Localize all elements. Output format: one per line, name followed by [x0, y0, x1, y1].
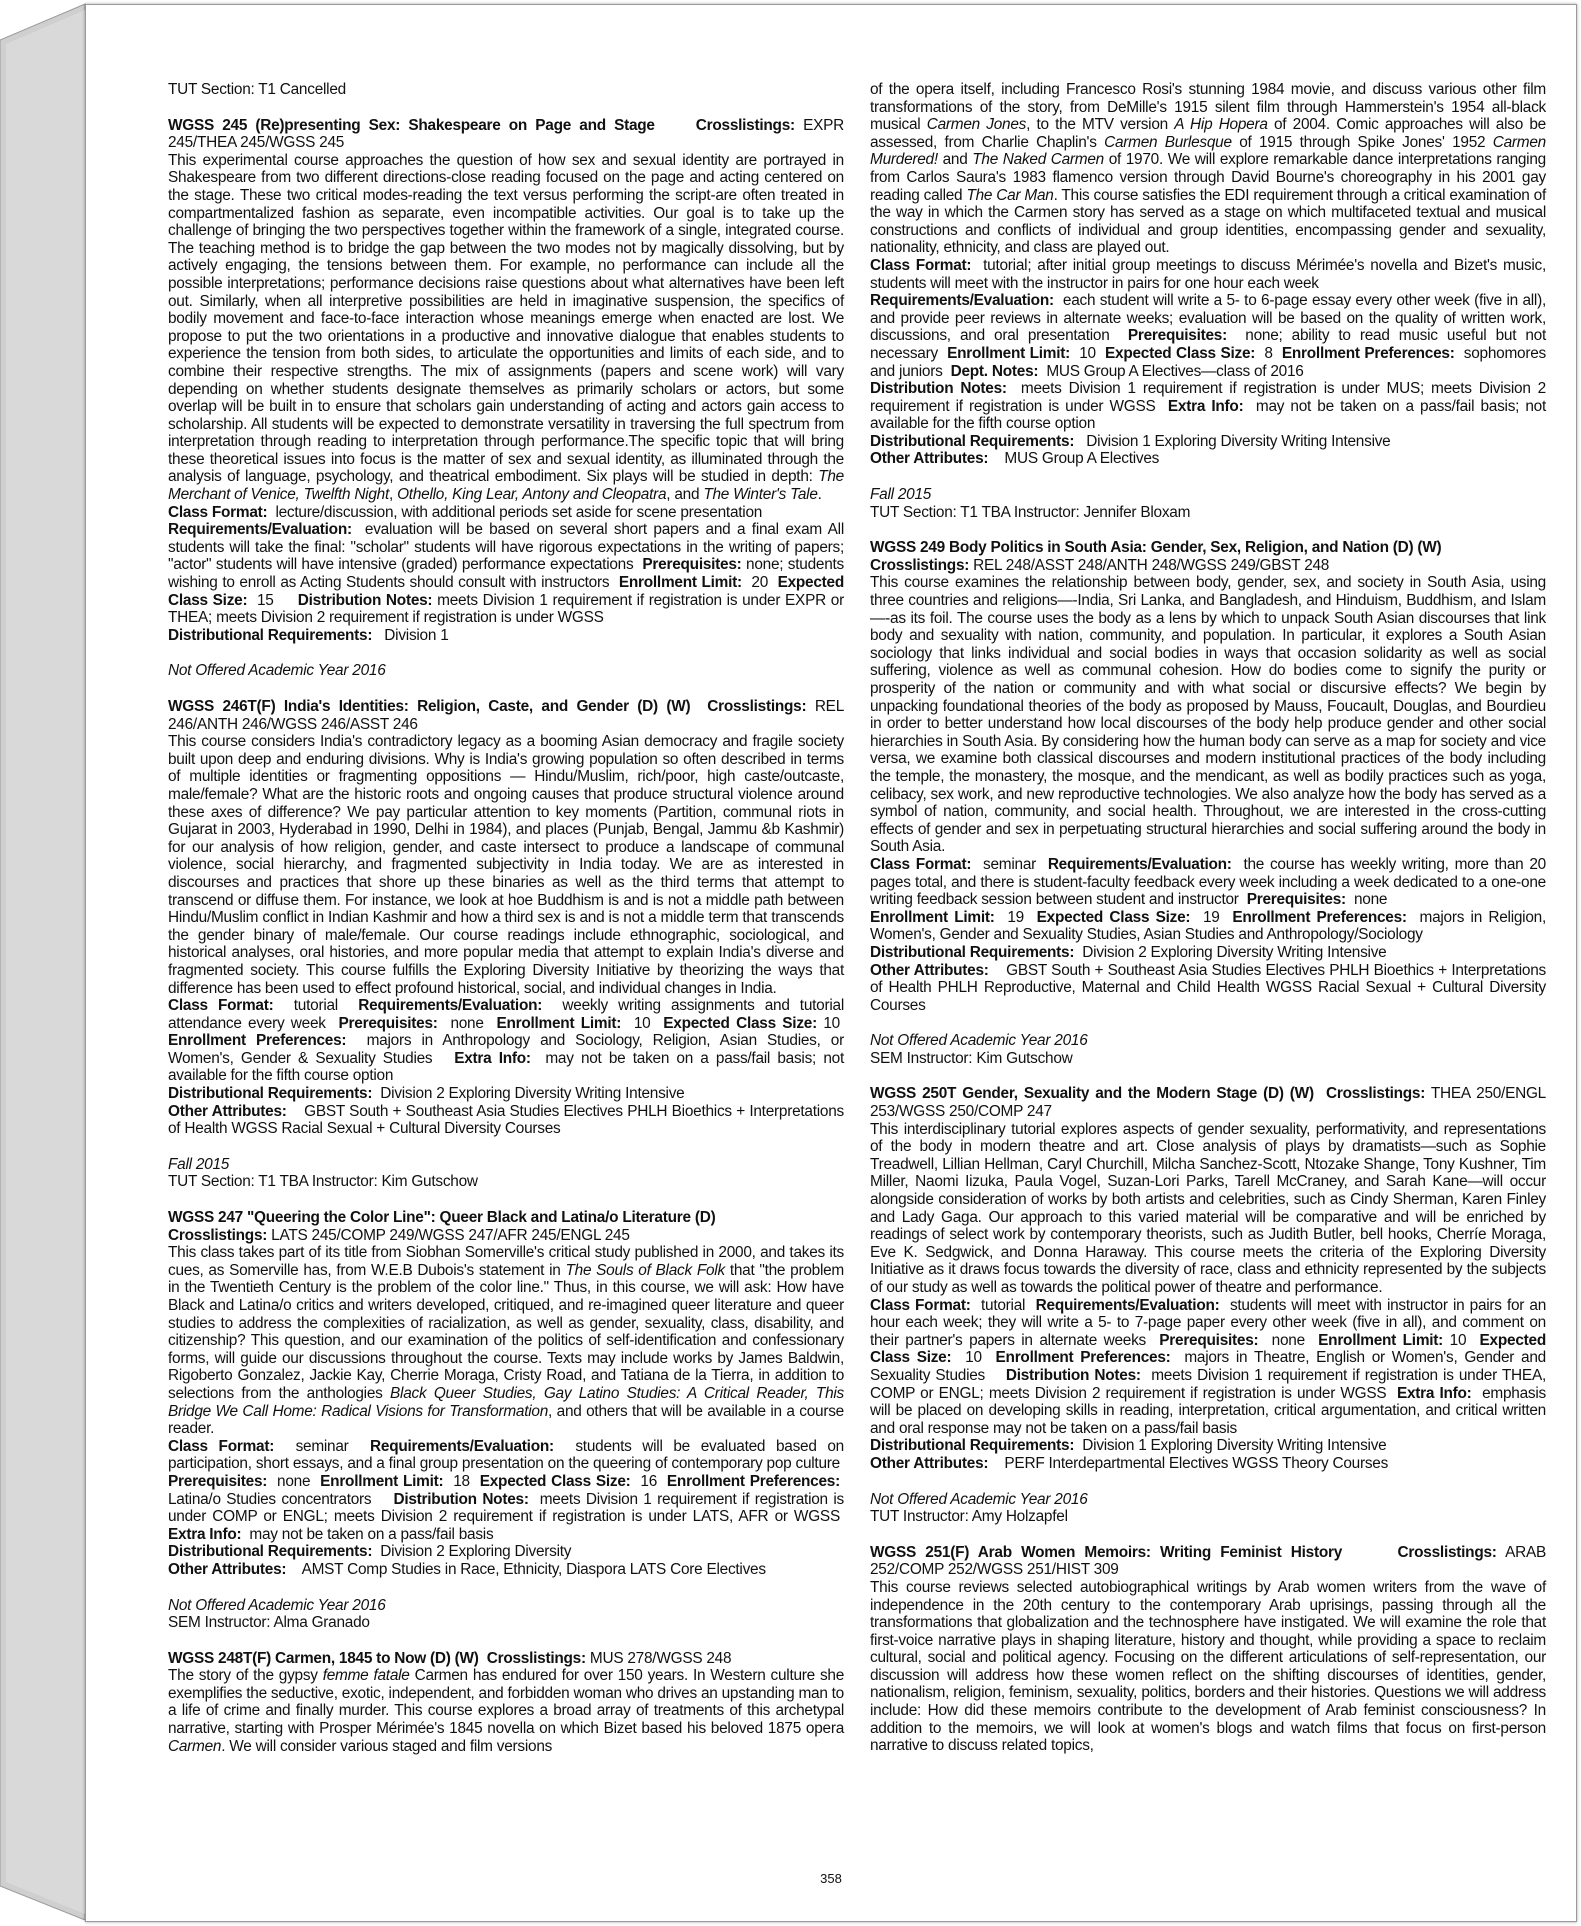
distributional-requirements: Division 1 — [384, 626, 449, 644]
term-label: Fall 2015 — [168, 1155, 230, 1173]
course-entry-wgss249: WGSS 249 Body Politics in South Asia: Gender, Sex, Religion, and Nation (D) (W) Crosslistings: REL 248/ASST 248/ANTH 248/WGSS 249/GBST 248 This course examines the relationship between body, gender, sex, and society in South Asia, using three countries and religions—-India, Sri Lanka, and Bangladesh, and Hinduism, Buddhism, and Islam—-as its foil. The course uses the body as a lens by which to unpack South Asian discourses that link body and sexuality with nation, community, and population. In particular, it explores a South Asian sociology that links individual and social bodies in ways that occasion solidarity as well as social suffering, violence as well as communal cohesion. How do bodies come to signify the purity or prosperity of the nation or community and with what social or discursive effects? We begin by unpacking foundational theories of the body as proposed by Mauss, Foucault, Douglas, and Bourdieu in order to better understand how local discourses of the body help produce gender and other social hierarchies in South Asia. By considering how the human body can serve as a map for society and vice versa, we examine both classical discourses and modern institutional practices of the body including the temple, the monastery, the mosque, and the mendicant, as well as bodily practices such as yoga, celibacy, sex work, and new reproductive technologies. We also analyze how the body has served as a symbol of nation, community, and social health. Throughout, we are interested in the cross-cutting effects of gender and sex in perpetuating structural hierarchies and social suffering around the body in South Asia. Class Format: seminar Requirements/Evaluation: the course has weekly writing, more than 20 pages total, and there is student-faculty feedback every week including a week dedicated to a one-one writing feedback session between student and instructor Prerequisites: none Enrollment Limit: 19 Expected Class Size: 19 Enrollment Preferences: majors in Religion, Women's, Gender and Sexuality Studies, Asian Studies and Anthropology/Sociology Distributional Requirements: Division 2 Exploring Diversity Writing Intensive Other Attributes: GBST South + Southeast Asia Studies Electives PHLH Bioethics + Interpretations of Health PHLH Reproductive, Maternal and Child Health WGSS Racial Sexual + Cultural Diversity Courses — [870, 539, 1546, 1014]
course-entry-wgss250: WGSS 250T Gender, Sexuality and the Modern Stage (D) (W) Crosslistings: THEA 250/ENGL 253/WGSS 250/COMP 247 This interdisciplinary tutorial explores aspects of gender sexuality, performativity, and representations of the body in modern theatre and art. Close analysis of plays by dramatists—such as Sophie Treadwell, Lillian Hellman, Caryl Churchill, Milcha Sanchez-Scott, Ntozake Shange, Tony Kushner, Tim Miller, Naomi Iizuka, Paula Vogel, Suzan-Lori Parks, Tarell McCraney, and Sarah Kane—will occur alongside consideration of works by both artists and celebrities, such as Cindy Sherman, Karen Finley and Lady Gaga. Our approach to this varied material will be comparative and will be enriched by readings of select work by contemporary theorists, such as Judith Butler, bell hooks, Cherríe Moraga, Eve K. Sedgwick, and Donna Haraway. This course meets the criteria of the Exploring Diversity Initiative as it draws focus towards the diversity of race, class and ethnicity represented by the subjects of our study as well as towards the political power of theatre and performance. Class Format: tutorial Requirements/Evaluation: students will meet with instructor in pairs for an hour each week; they will write a 5- to 7-page paper every other week (five in all), and comment on their partner's papers in alternate weeks Prerequisites: none Enrollment Limit: 10 Expected Class Size: 10 Enrollment Preferences: majors in Theatre, English or Women's, Gender and Sexuality Studies Distribution Notes: meets Division 1 requirement if registration is under THEA, COMP or ENGL; meets Division 2 requirement if registration is under WGSS Extra Info: emphasis will be placed on developing skills in reading, interpretation, critical argumentation, and critical written and oral response may not be taken on a pass/fail basis Distributional Requirements: Division 1 Exploring Diversity Writing Intensive Other Attributes: PERF Interdepartmental Electives WGSS Theory Courses — [870, 1085, 1547, 1472]
enrollment-limit: 20 — [751, 574, 769, 592]
page-number: 358 — [820, 1871, 842, 1886]
course-title: WGSS 251(F) Arab Women Memoirs: Writing Feminist History — [870, 1543, 1343, 1561]
course-title: WGSS 245 (Re)presenting Sex: Shakespeare on Page and Stage — [168, 116, 655, 134]
not-offered-note: Not Offered Academic Year 2016 — [168, 1596, 386, 1614]
section-info: TUT Instructor: Amy Holzapfel — [870, 1508, 1068, 1526]
tut-cancelled: TUT Section: T1 Cancelled — [168, 81, 346, 98]
section-info: TUT Section: T1 TBA Instructor: Jennifer Bloxam — [870, 503, 1191, 521]
prerequisites: none; students wishing to enroll as Acting Students should consult with instructors — [168, 556, 844, 592]
right-column — [870, 81, 1546, 1755]
section-info: TUT Section: T1 TBA Instructor: Kim Gutschow — [168, 1173, 478, 1191]
left-column — [168, 81, 844, 1755]
course-entry-wgss247: WGSS 247 "Queering the Color Line": Queer Black and Latina/o Literature (D) Crosslistings: LATS 245/COMP 249/WGSS 247/AFR 245/ENGL 245 This class takes part of its title from Siobhan Somerville's critical study published in 2000, and takes its cues, as Somerville has, from W.E.B Dubois's statement in The Souls of Black Folk that "the problem in the Twentieth Century is the problem of the color line." Thus, in this course, we will ask: How have Black and Latina/o critics and writers developed, critiqued, and re-imagined queer literature and queer studies to address the complexities of racialization, as well as gender, sexuality, class, disability, and citizenship? This question, and our examination of the politics of self-identification and confessionary forms, will guide our discussions throughout the course. Texts may include works by James Baldwin, Rigoberto Gonzalez, Jackie Kay, Cherrie Moraga, Cristy Road, and Tatiana de la Tierra, in addition to selections from the anthologies Black Queer Studies, Gay Latino Studies: A Critical Reader, This Bridge We Call Home: Radical Visions for Transformation, and others that will be available in a course reader. Class Format: seminar Requirements/Evaluation: students will be evaluated based on participation, short essays, and a final group presentation on the queering of contemporary pop culture Prerequisites: none Enrollment Limit: 18 Expected Class Size: 16 Enrollment Preferences: Latina/o Studies concentrators Distribution Notes: meets Division 1 requirement if registration is under COMP or ENGL; meets Division 2 requirement if registration is under LATS, AFR or WGSS Extra Info: may not be taken on a pass/fail basis Distributional Requirements: Division 2 Exploring Diversity Other Attributes: AMST Comp Studies in Race, Ethnicity, Diaspora LATS Core Electives — [168, 1209, 844, 1578]
expected-class-size: 15 — [256, 591, 274, 609]
crosslistings: REL 246/ANTH 246/WGSS 246/ASST 246 — [168, 698, 845, 733]
course-title: WGSS 248T(F) Carmen, 1845 to Now (D) (W) — [168, 1649, 479, 1667]
course-entry-wgss246: WGSS 246T(F) India's Identities: Religion, Caste, and Gender (D) (W) Crosslistings: REL 246/ANTH 246/WGSS 246/ASST 246 This course considers India's contradictory legacy as a booming Asian democracy and fragile society built upon deep and enduring divisions. Why is India's growing population so often described in terms of multiple identities or fragmenting oppositions — Hindu/Muslim, rich/poor, high caste/outcaste, male/female? What are the historic roots and ongoing causes that produce structural violence around these axes of difference? We pay particular attention to key moments (Partition, communal riots in Gujarat in 2003, Hyderabad in 1990, Delhi in 1984), and places (Punjab, Bengal, Jammu &b Kashmir) for our analysis of how religion, gender, and caste intersect to produce a landscape of communal violence, social hierarchy, and fragmented subjectivity in India today. We are as interested in discourses and practices that shore up these binaries as well as the third terms that attempt to transcend or diffuse them. For instance, we look at hoe Buddhism is and is not a middle path between Hindu/Muslim conflict in Indian Kashmir and how a third sex is and is not a middle term that transcends the gender binary of male/female. Our course readings include ethnographic, sociological, and historical analyses, oral histories, and more popular media that attempt to explain India's diverse and fragmented society. This course fulfills the Exploring Diversity Initiative by theorizing the ways that difference has been used to effect profound historical, social, and individual changes in India. Class Format: tutorial Requirements/Evaluation: weekly writing assignments and tutorial attendance every week Prerequisites: none Enrollment Limit: 10 Expected Class Size: 10 Enrollment Preferences: majors in Anthropology and Sociology, Religion, Asian Studies, or Women's, Gender & Sexuality Studies Extra Info: may not be taken on a pass/fail basis; not available for the fifth course option Distributional Requirements: Division 2 Exploring Diversity Writing Intensive Other Attributes: GBST South + Southeast Asia Studies Electives PHLH Bioethics + Interpretations of Health WGSS Racial Sexual + Cultural Diversity Courses — [168, 698, 845, 1138]
not-offered-note: Not Offered Academic Year 2016 — [168, 662, 386, 680]
course-description: This course considers India's contradictory legacy as a booming Asian democracy and fragile society built upon deep and enduring divisions. Why is India's growing population so often described in terms of multiple identities or fragmenting oppositions — Hindu/Muslim, rich/poor, high caste/outcaste, male/female? What are the historic roots and ongoing causes that produce structural violence around these axes of difference? We pay particular attention to key moments (Partition, communal riots in Gujarat in 2003, Hyderabad in 1990, Delhi in 1984), and places (Punjab, Bengal, Jammu &b Kashmir) for our analysis of how religion, gender, and caste intersect to produce a landscape of communal violence, social hierarchy, and fragmented subjectivity in India today. We are as interested in discourses and practices that shore up these binaries as well as the third terms that attempt to transcend or diffuse them. For instance, we look at hoe Buddhism is and is not a middle path between Hindu/Muslim conflict in Indian Kashmir and how a third sex is and is not a middle term that transcends the gender binary of male/female. Our course readings include ethnographic, sociological, and historical analyses, oral histories, and more popular media that attempt to explain India's diverse and fragmented society. This course fulfills the Exploring Diversity Initiative by theorizing the ways that difference has been used to effect profound historical, social, and individual changes in India. — [168, 733, 844, 997]
course-entry-wgss248-continued: of the opera itself, including Francesco Rosi's stunning 1984 movie, and discuss various other film transformations of the story, from DeMille's 1915 silent film through Hammerstein's 1954 all-black musical Carmen Jones, to the MTV version A Hip Hopera of 2004. Comic approaches will also be assessed, from Charlie Chaplin's Carmen Burlesque of 1915 through Spike Jones' 1952 Carmen Murdered! and The Naked Carmen of 1970. We will explore remarkable dance interpretations ranging from Carlos Saura's 1983 flamenco version through David Bourne's choreography in his 2001 gay reading called The Car Man. This course satisfies the EDI requirement through a critical examination of the way in which the Carmen story has served as a stage on which multifaceted textual and musical constructions and conflicts of individual and group identities, encompassing gender and sexuality, nationality, ethnicity, and class are played out. Class Format: tutorial; after initial group meetings to discuss Mérimée's novella and Bizet's music, students will meet with the instructor in pairs for one hour each week Requirements/Evaluation: each student will write a 5- to 6-page essay every other week (five in all), and provide peer reviews in alternate weeks; evaluation will be based on the quality of written work, discussions, and oral presentation Prerequisites: none; ability to read music useful but not necessary Enrollment Limit: 10 Expected Class Size: 8 Enrollment Preferences: sophomores and juniors Dept. Notes: MUS Group A Electives—class of 2016 Distribution Notes: meets Division 1 requirement if registration is under MUS; meets Division 2 requirement if registration is under WGSS Extra Info: may not be taken on a pass/fail basis; not available for the fifth course option Distributional Requirements: Division 1 Exploring Diversity Writing Intensive Other Attributes: MUS Group A Electives — [870, 81, 1547, 468]
course-title: WGSS 246T(F) India's Identities: Religion, Caste, and Gender (D) (W) — [168, 698, 691, 715]
distribution-notes: meets Division 1 requirement if registration is under EXPR or THEA; meets Division 2 requirement if registration is under WGSS — [168, 591, 844, 627]
crosslistings: LATS 245/COMP 249/WGSS 247/AFR 245/ENGL 245 — [271, 1226, 630, 1244]
course-title: WGSS 249 Body Politics in South Asia: Gender, Sex, Religion, and Nation (D) (W) — [870, 539, 1442, 557]
crosslistings: REL 248/ASST 248/ANTH 248/WGSS 249/GBST 248 — [973, 556, 1330, 574]
section-info: SEM Instructor: Kim Gutschow — [870, 1049, 1073, 1067]
course-entry-wgss248: WGSS 248T(F) Carmen, 1845 to Now (D) (W) Crosslistings: MUS 278/WGSS 248 The story of the gypsy femme fatale Carmen has endured for over 150 years. In Western culture she exemplifies the seductive, exotic, independent, and forbidden woman who drives an upstanding man to a life of crime and finally murder. This course explores a broad array of treatments of this archetypal narrative, starting with Prosper Mérimée's 1845 novella on which Bizet based his beloved 1875 opera Carmen. We will consider various staged and film versions — [168, 1649, 845, 1755]
course-description: This experimental course approaches the question of how sex and sexual identity are portrayed in Shakespeare from two different directions-close reading focused on the page and acting centered on the stage. These two critical modes-reading the text versus performing the script-are often treated in compartmentalized fashion as separate, even incompatible activities. Our goal is to take up the challenge of bringing the two perspectives together within the framework of a single, integrated course. The teaching method is to bridge the gap between the two modes not by magically dissolving, but by actively engaging, the tensions between them. For example, no performance can include all the possible interpretations; performance decisions raise questions about what alternatives have been left out. Similarly, when all interpretive possibilities are held in imaginative suspension, the specifics of bodily movement and face-to-face interaction whose meanings emerge when enacted are lost. We propose to put the two orientations in a productive and innovative dialogue that enables students to experience the tension from both sides, to articulate the opportunities and limits of each side, and to combine their respective strengths. The mix of assignments (papers and scene work) will vary depending on whether students designate themselves as primarily scholars or actors, but some overlap will be built in to ensure that scholars gain understanding of acting and actors gain access to scholarship. All students will be expected to demonstrate versatility in traversing the full spectrum from interpretation through reading to interpretation through performance.The specific topic that will bring these theoretical issues into focus is the matter of sex and sexual identity, as illuminated through the analysis of language, psychology, and theatrical embodiment. Six plays will be studied in depth: — [168, 151, 844, 486]
requirements: evaluation will be based on several short papers and a final exam All students will take the final: "scholar" students will have rigorous expectations in the writing of papers; "actor" students will have intensive (graded) performance expectations — [168, 521, 844, 574]
class-format: lecture/discussion, with additional periods set aside for scene presentation — [275, 503, 763, 521]
not-offered-note: Not Offered Academic Year 2016 — [870, 1490, 1088, 1508]
crosslistings: EXPR 245/THEA 245/WGSS 245 — [168, 116, 844, 152]
not-offered-note: Not Offered Academic Year 2016 — [870, 1032, 1088, 1050]
course-title: WGSS 247 "Queering the Color Line": Queer Black and Latina/o Literature (D) — [168, 1209, 716, 1227]
crosslistings: THEA 250/ENGL 253/WGSS 250/COMP 247 — [870, 1085, 1546, 1121]
crosslistings: ARAB 252/COMP 252/WGSS 251/HIST 309 — [870, 1543, 1546, 1579]
course-entry-wgss245: WGSS 245 (Re)presenting Sex: Shakespeare on Page and Stage Crosslistings: EXPR 245/THEA 245/WGSS 245 This experimental course approaches the question of how sex and sexual identity are portrayed in Shakespeare from two different directions-close reading focused on the page and acting centered on the stage. These two critical modes-reading the text versus performing the script-are often treated in compartmentalized fashion as separate, even incompatible activities. Our goal is to take up the challenge of bringing the two perspectives together within the framework of a single, integrated course. The teaching method is to bridge the gap between the two modes not by magically dissolving, but by actively engaging, the tensions between them. For example, no performance can include all the possible interpretations; performance decisions raise questions about what alternatives have been left out. Similarly, when all interpretive possibilities are held in imaginative suspension, the specifics of bodily movement and face-to-face interaction whose meanings emerge when enacted are lost. We propose to put the two orientations in a productive and innovative dialogue that enables students to experience the tension from both sides, to articulate the opportunities and limits of each side, and to combine their respective strengths. The mix of assignments (papers and scene work) will vary depending on whether students designate themselves as primarily scholars or actors, but some overlap will be built in to ensure that scholars gain understanding of acting and actors gain access to scholarship. All students will be expected to demonstrate versatility in traversing the full spectrum from interpretation through reading to interpretation through performance.The specific topic that will bring these theoretical issues into focus is the matter of sex and sexual identity, as illuminated through the analysis of language, psychology, and theatrical embodiment. Six plays will be studied in depth: The Merchant of Venice, Twelfth Night, Othello, King Lear, Antony and Cleopatra, and The Winter's Tale. Class Format: lecture/discussion, with additional periods set aside for scene presentation Requirements/Evaluation: evaluation will be based on several short papers and a final exam All students will take the final: "scholar" students will have rigorous expectations in the writing of papers; "actor" students will have intensive (graded) performance expectations Prerequisites: none; students wishing to enroll as Acting Students should consult with instructors Enrollment Limit: 20 Expected Class Size: 15 Distribution Notes: meets Division 1 requirement if registration is under EXPR or THEA; meets Division 2 requirement if registration is under WGSS Distributional Requirements: Division 1 — [168, 116, 844, 644]
course-entry-wgss251: WGSS 251(F) Arab Women Memoirs: Writing Feminist History Crosslistings: ARAB 252/COMP 252/WGSS 251/HIST 309 This course reviews selected autobiographical writings by Arab women writers from the wave of independence in the 20th century to the contemporary Arab uprisings, passing through all the transformations that globalization and the technosphere have instigated. We will examine the role that first-voice narrative plays in shaping literature, history and thought, while providing a space to reclaim cultural, social and political agency. Focusing on the different articulations of self-representation, our discussion will address how these women reflect on the shifting discourses of identities, gender, nationalism, religion, feminism, sexuality, politics, borders and their histories. Questions we will address include: How did these memoirs contribute to the development of Arab feminist consciousness? In addition to the memoirs, we will look at women's blogs and watch films that focus on first-person narrative to discuss related topics, — [870, 1543, 1546, 1755]
course-title: WGSS 250T Gender, Sexuality and the Modern Stage (D) (W) — [870, 1085, 1314, 1103]
term-label: Fall 2015 — [870, 486, 932, 504]
catalog-page — [85, 4, 1577, 1922]
crosslistings: MUS 278/WGSS 248 — [589, 1649, 732, 1667]
section-info: SEM Instructor: Alma Granado — [168, 1614, 370, 1632]
